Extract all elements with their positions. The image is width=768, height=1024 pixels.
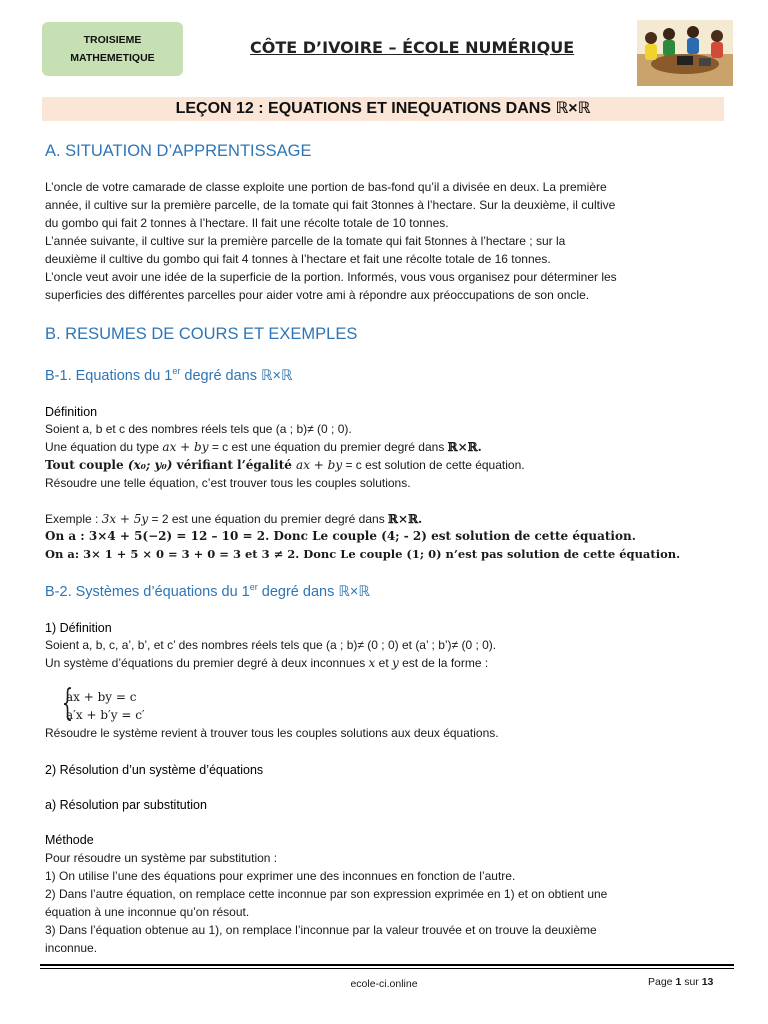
situation-line: L’année suivante, il cultive sur la première parcelle de la tomate qui fait 5tonnes à l’hectare ; sur la xyxy=(45,234,566,248)
situation-line: L’oncle de votre camarade de classe exploite une portion de bas-fond qu’il a divisée en deux. La première xyxy=(45,180,607,194)
section-a-title: A. SITUATION D’APPRENTISSAGE xyxy=(45,142,312,160)
method-line: 1) On utilise l’une des équations pour exprimer une des inconnues en fonction de l’autre. xyxy=(45,869,516,883)
system-equation-2: a′x + b′y = c′ xyxy=(66,708,145,722)
definition-line: Soient a, b et c des nombres réels tels que (a ; b)≠ (0 ; 0). xyxy=(45,422,352,436)
section-b-title: B. RESUMES DE COURS ET EXEMPLES xyxy=(45,325,358,343)
example-line: On a : 3×4 + 5(−2) = 12 – 10 = 2. Donc Le couple (4; - 2) est solution de cette équation. xyxy=(45,529,636,543)
classroom-illustration xyxy=(637,20,733,86)
resolution-label: 2) Résolution d’un système d’équations xyxy=(45,763,264,777)
page-number: Page 1 sur 13 xyxy=(648,976,714,988)
definition-line: Tout couple (x₀; y₀) vérifiant l’égalité ax + by = c est solution de cette équation. xyxy=(45,458,525,472)
lesson-title: LEÇON 12 : EQUATIONS ET INEQUATIONS DANS ℝ×ℝ xyxy=(175,100,591,117)
site-title: CÔTE D’IVOIRE – ÉCOLE NUMÉRIQUE xyxy=(250,38,575,57)
situation-line: L’oncle veut avoir une idée de la superficie de la portion. Informés, vous vous organisez pour déterminer les xyxy=(45,270,617,284)
level-line-2: MATHEMETIQUE xyxy=(70,52,155,64)
b1-title: B-1. Equations du 1er degré dans ℝ×ℝ xyxy=(45,366,293,384)
situation-line: du gombo qui fait 2 tonnes à l’hectare. Il fait une récolte totale de 10 tonnes. xyxy=(45,216,449,230)
definition-line: Résoudre une telle équation, c’est trouver tous les couples solutions. xyxy=(45,476,411,490)
footer-divider xyxy=(40,968,734,969)
level-badge xyxy=(42,22,183,76)
method-label: Méthode xyxy=(45,833,94,847)
level-line-1: TROISIEME xyxy=(83,34,142,46)
system-definition-label: 1) Définition xyxy=(45,621,112,635)
example-line: On a: 3× 1 + 5 × 0 = 3 + 0 = 3 et 3 ≠ 2. Donc Le couple (1; 0) n’est pas solution de cette équation. xyxy=(45,547,681,561)
footer-site: ecole-ci.online xyxy=(350,978,418,990)
substitution-label: a) Résolution par substitution xyxy=(45,798,207,812)
system-equation-1: ax + by = c xyxy=(66,690,137,704)
system-definition-line: Un système d’équations du premier degré à deux inconnues x et y est de la forme : xyxy=(45,656,489,670)
footer-divider xyxy=(40,964,734,966)
definition-line: Une équation du type ax + by = c est une équation du premier degré dans ℝ×ℝ. xyxy=(45,440,482,454)
method-line: inconnue. xyxy=(45,941,98,955)
system-definition-line: Résoudre le système revient à trouver tous les couples solutions aux deux équations. xyxy=(45,726,499,740)
method-line: Pour résoudre un système par substitution : xyxy=(45,851,278,865)
situation-line: année, il cultive sur la première parcelle, de la tomate qui fait 3tonnes à l’hectare. Sur la deuxième, il cultive xyxy=(45,198,616,212)
system-brace: { xyxy=(61,683,74,724)
situation-line: superficies des différentes parcelles pour aider votre ami à répondre aux préoccupations de son oncle. xyxy=(45,288,590,302)
example-line: Exemple : 3x + 5y = 2 est une équation du premier degré dans ℝ×ℝ. xyxy=(45,512,423,526)
method-line: équation à une inconnue qu’on résout. xyxy=(45,905,250,919)
definition-label: Définition xyxy=(45,405,98,419)
b2-title: B-2. Systèmes d’équations du 1er degré dans ℝ×ℝ xyxy=(45,582,370,600)
method-line: 2) Dans l’autre équation, on remplace cette inconnue par son expression exprimée en 1) et on obtient une xyxy=(45,887,608,901)
situation-line: deuxième il cultive du gombo qui fait 4 tonnes à l’hectare et fait une récolte totale de 16 tonnes. xyxy=(45,252,551,266)
method-line: 3) Dans l’équation obtenue au 1), on remplace l’inconnue par la valeur trouvée et on trouve la deuxième xyxy=(45,923,597,937)
system-definition-line: Soient a, b, c, a’, b’, et c’ des nombres réels tels que (a ; b)≠ (0 ; 0) et (a’ ; b’)≠ (0 ; 0). xyxy=(45,638,497,652)
